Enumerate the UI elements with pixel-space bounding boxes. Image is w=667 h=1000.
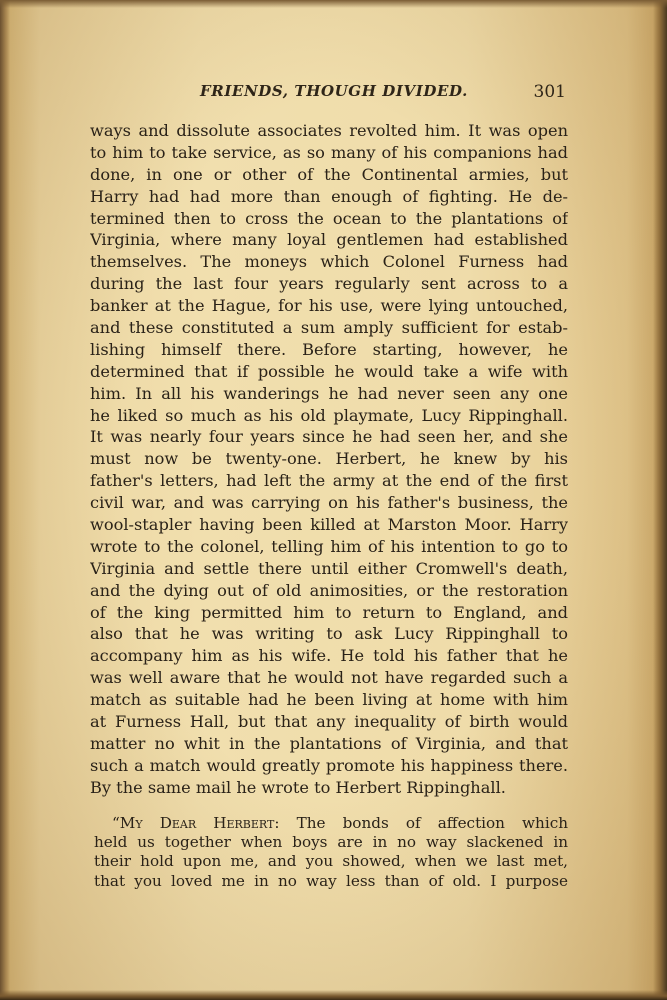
letter-line: held us together when boys are in no way slackened in [94,833,568,852]
text-line: determined that if possible he would take a wife with [90,361,568,381]
text-line: done, in one or other of the Continental armies, but [90,164,568,184]
letter-line: their hold upon me, and you showed, when we last met, [94,852,568,871]
text-line: lishing himself there. Before starting, however, he [90,339,568,359]
text-line: It was nearly four years since he had seen her, and she [90,427,568,447]
text-line: he liked so much as his old playmate, Lucy Rippinghall. [90,405,568,425]
text-line: at Furness Hall, but that any inequality of birth would [90,712,568,732]
text-line: such a match would greatly promote his happiness there. [90,755,568,775]
text-line: and the dying out of old animosities, or the restoration [90,580,568,600]
page-edge-right [653,0,667,1000]
text-line: of the king permitted him to return to England, and [90,602,568,622]
text-line: Harry had had more than enough of fighting. He de- [90,186,568,206]
text-line: accompany him as his wife. He told his father that he [90,646,568,666]
text-line: banker at the Hague, for his use, were lying untouched, [90,296,568,316]
text-line: Virginia, where many loyal gentlemen had established [90,230,568,250]
text-line: civil war, and was carrying on his father's business, the [90,493,568,513]
page-number: 301 [533,82,566,102]
text-line: father's letters, had left the army at the end of the first [90,471,568,491]
text-line: wrote to the colonel, telling him of his intention to go to [90,536,568,556]
text-line: was well aware that he would not have regarded such a [90,668,568,688]
text-line: wool-stapler having been killed at Marston Moor. Harry [90,515,568,535]
text-line: match as suitable had he been living at home with him [90,690,568,710]
letter-line: that you loved me in no way less than of old. I purpose [94,871,568,890]
page-edge-top [0,0,667,8]
text-line: matter no whit in the plantations of Virginia, and that [90,733,568,753]
letter-first-line-text: The bonds of affection which [279,814,568,832]
body-paragraph [90,120,568,799]
text-line: must now be twenty-one. Herbert, he knew by his [90,449,568,469]
letter-first-line [94,814,568,833]
page-header [90,82,568,106]
letter-paragraph [94,814,568,891]
text-line: and these constituted a sum amply sufficient for estab- [90,318,568,338]
page-edge-left [0,0,10,1000]
text-line: By the same mail he wrote to Herbert Rippinghall. [90,777,506,797]
text-line: him. In all his wanderings he had never seen any one [90,383,568,403]
text-line: ways and dissolute associates revolted him. It was open [90,121,568,140]
text-line: to him to take service, as so many of his companions had [90,142,568,162]
text-line: themselves. The moneys which Colonel Furness had [90,252,568,272]
text-line: termined then to cross the ocean to the plantations of [90,208,568,228]
page-edge-bottom [0,990,667,1000]
text-line: also that he was writing to ask Lucy Rippinghall to [90,624,568,644]
letter-salutation: “My Dear Herbert: [112,814,280,832]
text-line: Virginia and settle there until either Cromwell's death, [90,558,568,578]
text-line: during the last four years regularly sent across to a [90,274,568,294]
running-head: FRIENDS, THOUGH DIVIDED. [200,82,468,100]
